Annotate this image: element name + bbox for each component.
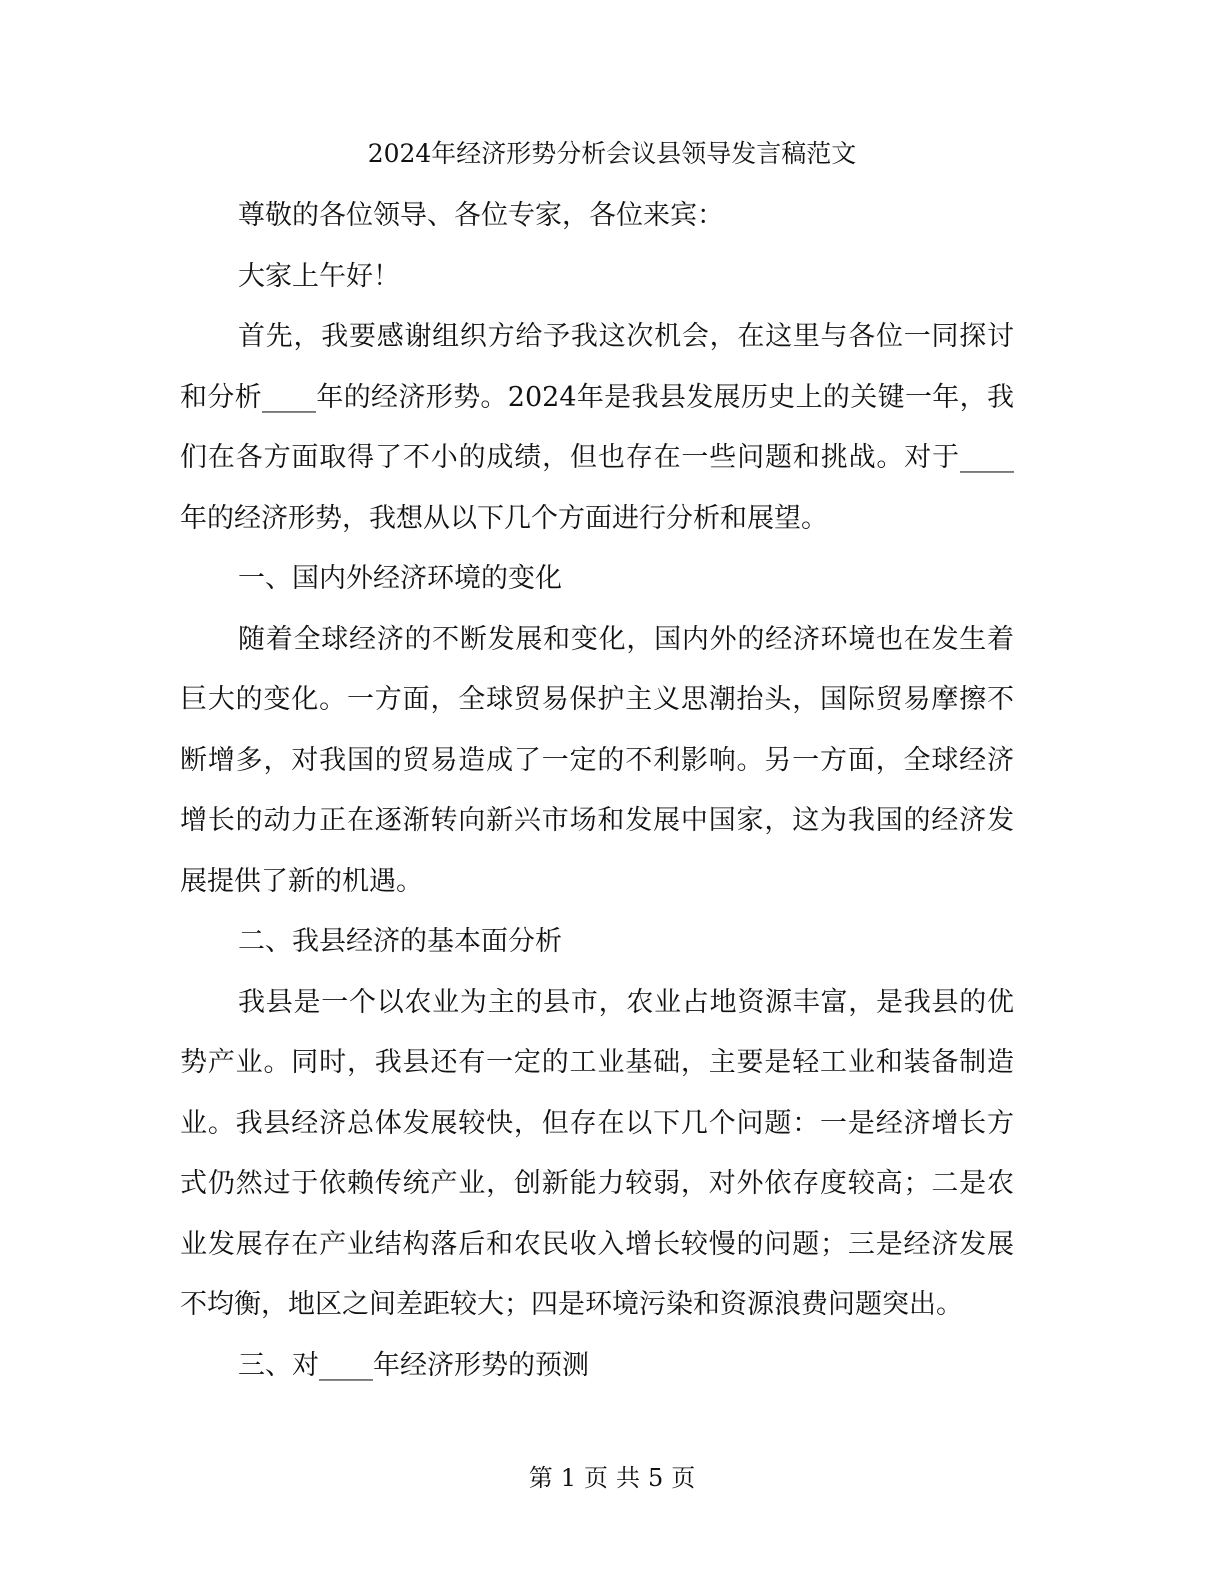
section-1-line-1: 随着全球经济的不断发展和变化，国内外的经济环境也在发生着 xyxy=(238,623,1014,655)
section-2-line-1: 我县是一个以农业为主的县市，农业占地资源丰富，是我县的优 xyxy=(238,986,1014,1018)
intro-line-3: 们在各方面取得了不小的成绩，但也存在一些问题和挑战。对于____ xyxy=(180,442,1014,473)
greeting-line: 大家上午好！ xyxy=(238,260,400,292)
intro-line-1: 首先，我要感谢组织方给予我这次机会，在这里与各位一同探讨 xyxy=(238,321,1014,352)
intro-line-4: 年的经济形势，我想从以下几个方面进行分析和展望。 xyxy=(180,502,828,534)
section-2-line-2: 势产业。同时，我县还有一定的工业基础，主要是轻工业和装备制造 xyxy=(180,1047,1014,1078)
section-2-line-5: 业发展存在产业结构落后和农民收入增长较慢的问题；三是经济发展 xyxy=(180,1228,1014,1260)
footer-suffix: 页 xyxy=(671,1464,696,1492)
footer-prefix: 第 xyxy=(528,1464,553,1492)
page-footer xyxy=(0,1460,1224,1496)
section-2-line-4: 式仍然过于依赖传统产业，创新能力较弱，对外依存度较高；二是农 xyxy=(180,1168,1014,1199)
section-1-line-5: 展提供了新的机遇。 xyxy=(180,865,423,897)
document-title: 2024年经济形势分析会议县领导发言稿范文 xyxy=(367,139,857,168)
section-1-line-2: 巨大的变化。一方面，全球贸易保护主义思潮抬头，国际贸易摩擦不 xyxy=(180,684,1014,715)
section-1-line-4: 增长的动力正在逐渐转向新兴市场和发展中国家，这为我国的经济发 xyxy=(180,805,1014,836)
section-2-heading: 二、我县经济的基本面分析 xyxy=(238,926,562,957)
footer-current-page: 1 xyxy=(560,1464,576,1492)
document-body xyxy=(180,186,1014,1396)
section-1-line-3: 断增多，对我国的贸易造成了一定的不利影响。另一方面，全球经济 xyxy=(180,744,1014,776)
intro-line-2: 和分析____年的经济形势。2024年是我县发展历史上的关键一年，我 xyxy=(180,381,1014,413)
section-2-line-3: 业。我县经济总体发展较快，但存在以下几个问题：一是经济增长方 xyxy=(180,1107,1014,1139)
section-1-heading: 一、国内外经济环境的变化 xyxy=(238,563,562,594)
section-3-heading: 三、对____年经济形势的预测 xyxy=(238,1349,589,1381)
footer-total-pages: 5 xyxy=(648,1464,664,1492)
footer-total-prefix: 共 xyxy=(616,1464,640,1492)
footer-page-word: 页 xyxy=(584,1464,608,1492)
salutation-line: 尊敬的各位领导、各位专家，各位来宾： xyxy=(238,200,724,231)
section-2-line-6: 不均衡，地区之间差距较大；四是环境污染和资源浪费问题突出。 xyxy=(180,1289,963,1320)
